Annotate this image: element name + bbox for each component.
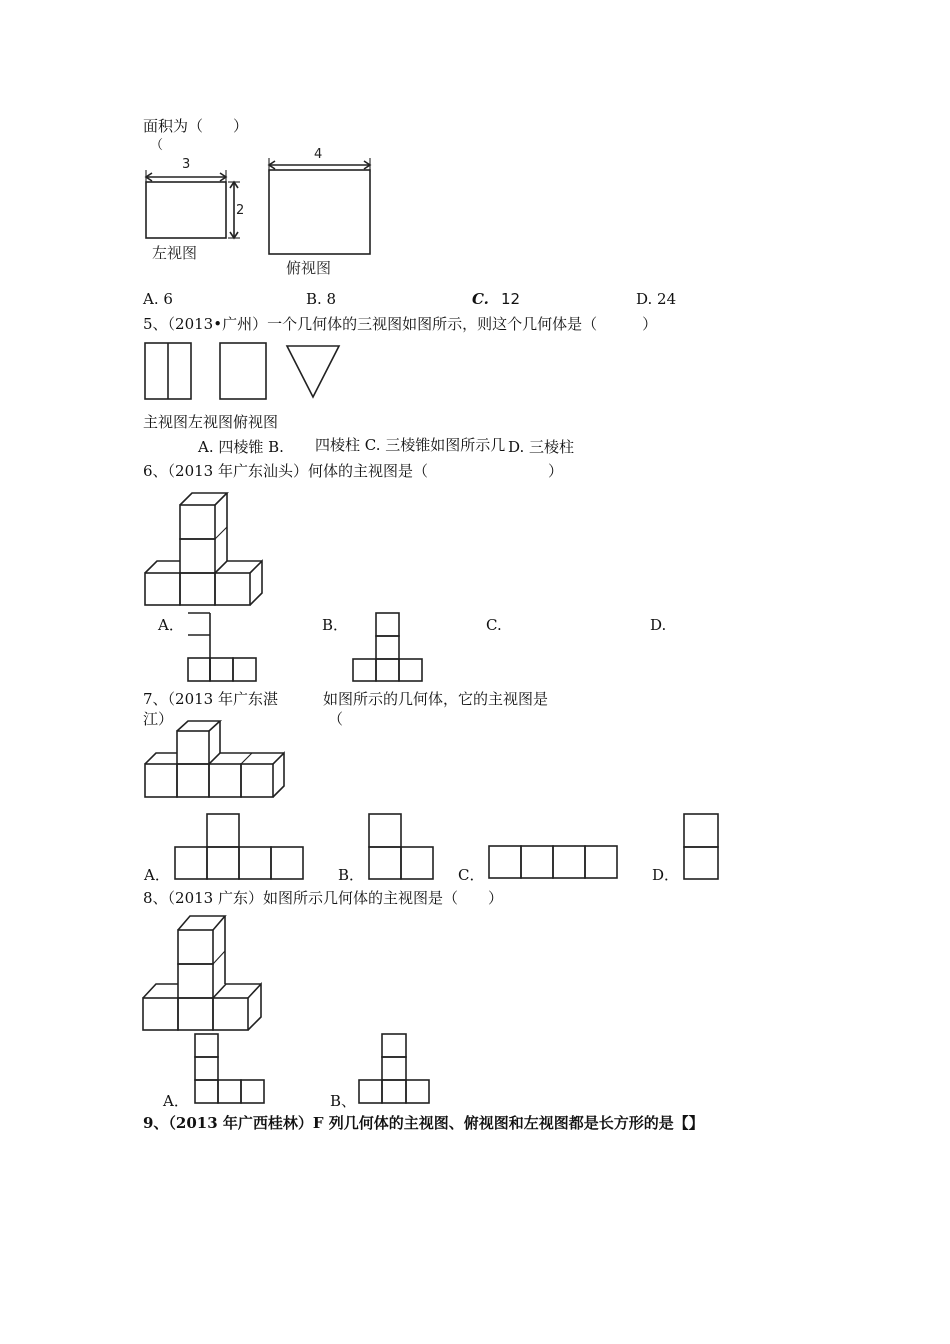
q5-left-view xyxy=(220,343,266,399)
q4-left-caption: 左视图 xyxy=(152,244,198,262)
q4-top-view-figure xyxy=(262,142,382,282)
q5-options-bc: 四棱柱 C. 三棱锥如图所示几 xyxy=(315,436,506,454)
q7-option-d: D． xyxy=(652,866,680,884)
q7-solid-figure xyxy=(140,718,290,803)
q4-left-width-label: 3 xyxy=(182,157,191,172)
q6-option-a: A． xyxy=(158,616,184,634)
q5-top-view xyxy=(287,346,339,397)
q6-solid-figure xyxy=(140,485,270,610)
q7-option-c: C． xyxy=(458,866,485,884)
q4-top-caption: 俯视图 xyxy=(286,259,332,277)
q6-option-c: C. xyxy=(486,616,502,634)
q4-option-c: C. xyxy=(472,290,489,308)
q5-captions: 主视图左视图俯视图 xyxy=(143,413,279,431)
q4-option-a: A. 6 xyxy=(143,290,173,308)
q4-left-view-figure xyxy=(140,150,250,270)
q8-option-b: B、 xyxy=(330,1092,357,1110)
q6-option-b: B． xyxy=(322,616,349,634)
q4-option-b: B. 8 xyxy=(306,290,337,308)
q8-solid-figure xyxy=(140,910,270,1035)
q4-stem: 面积为（ ） xyxy=(143,117,249,135)
q5-option-d: D. 三棱柱 xyxy=(508,438,575,456)
q4-option-c-value: 12 xyxy=(501,290,521,308)
q6-stem: 6、（2013 年广东汕头）何体的主视图是（ ） xyxy=(143,462,563,480)
q7-option-a-figure xyxy=(172,811,307,881)
q5-stem: 5、（2013•广州）一个几何体的三视图如图所示，则这个几何体是（ ） xyxy=(143,315,658,333)
q6-option-b-figure xyxy=(350,610,430,685)
q4-option-d: D. 24 xyxy=(636,290,677,308)
q4-paren: （ xyxy=(150,138,164,153)
q7-option-b-figure xyxy=(366,811,438,881)
q7-stem-a: 7、（2013 年广东湛 xyxy=(143,690,278,708)
q8-option-a-figure xyxy=(192,1031,267,1107)
q7-option-b: B． xyxy=(338,866,365,884)
q8-stem: 8、（2013 广东）如图所示几何体的主视图是（ ） xyxy=(143,889,503,907)
q5-three-views-figure xyxy=(140,338,360,408)
q7-stem-b: 江） xyxy=(143,710,174,728)
q8-option-a: A． xyxy=(163,1092,189,1110)
q6-option-d: D. xyxy=(650,616,667,634)
q7-stem-c: 如图所示的几何体，它的主视图是 xyxy=(323,690,549,708)
q9-stem: 9、（2013 年广西桂林）F 列几何体的主视图、俯视图和左视图都是长方形的是【】 xyxy=(143,1114,704,1132)
q8-option-b-figure xyxy=(356,1031,434,1107)
q6-option-a-figure xyxy=(185,610,265,685)
q4-top-width-label: 4 xyxy=(314,147,323,162)
q5-options-ab: A. 四棱锥 B. xyxy=(198,438,284,456)
q7-option-c-figure xyxy=(486,843,621,883)
q7-option-d-figure xyxy=(681,811,723,883)
q7-stem-d: （ xyxy=(328,710,344,728)
q7-option-a: A． xyxy=(144,866,170,884)
q4-left-height-label: 2 xyxy=(236,203,245,218)
